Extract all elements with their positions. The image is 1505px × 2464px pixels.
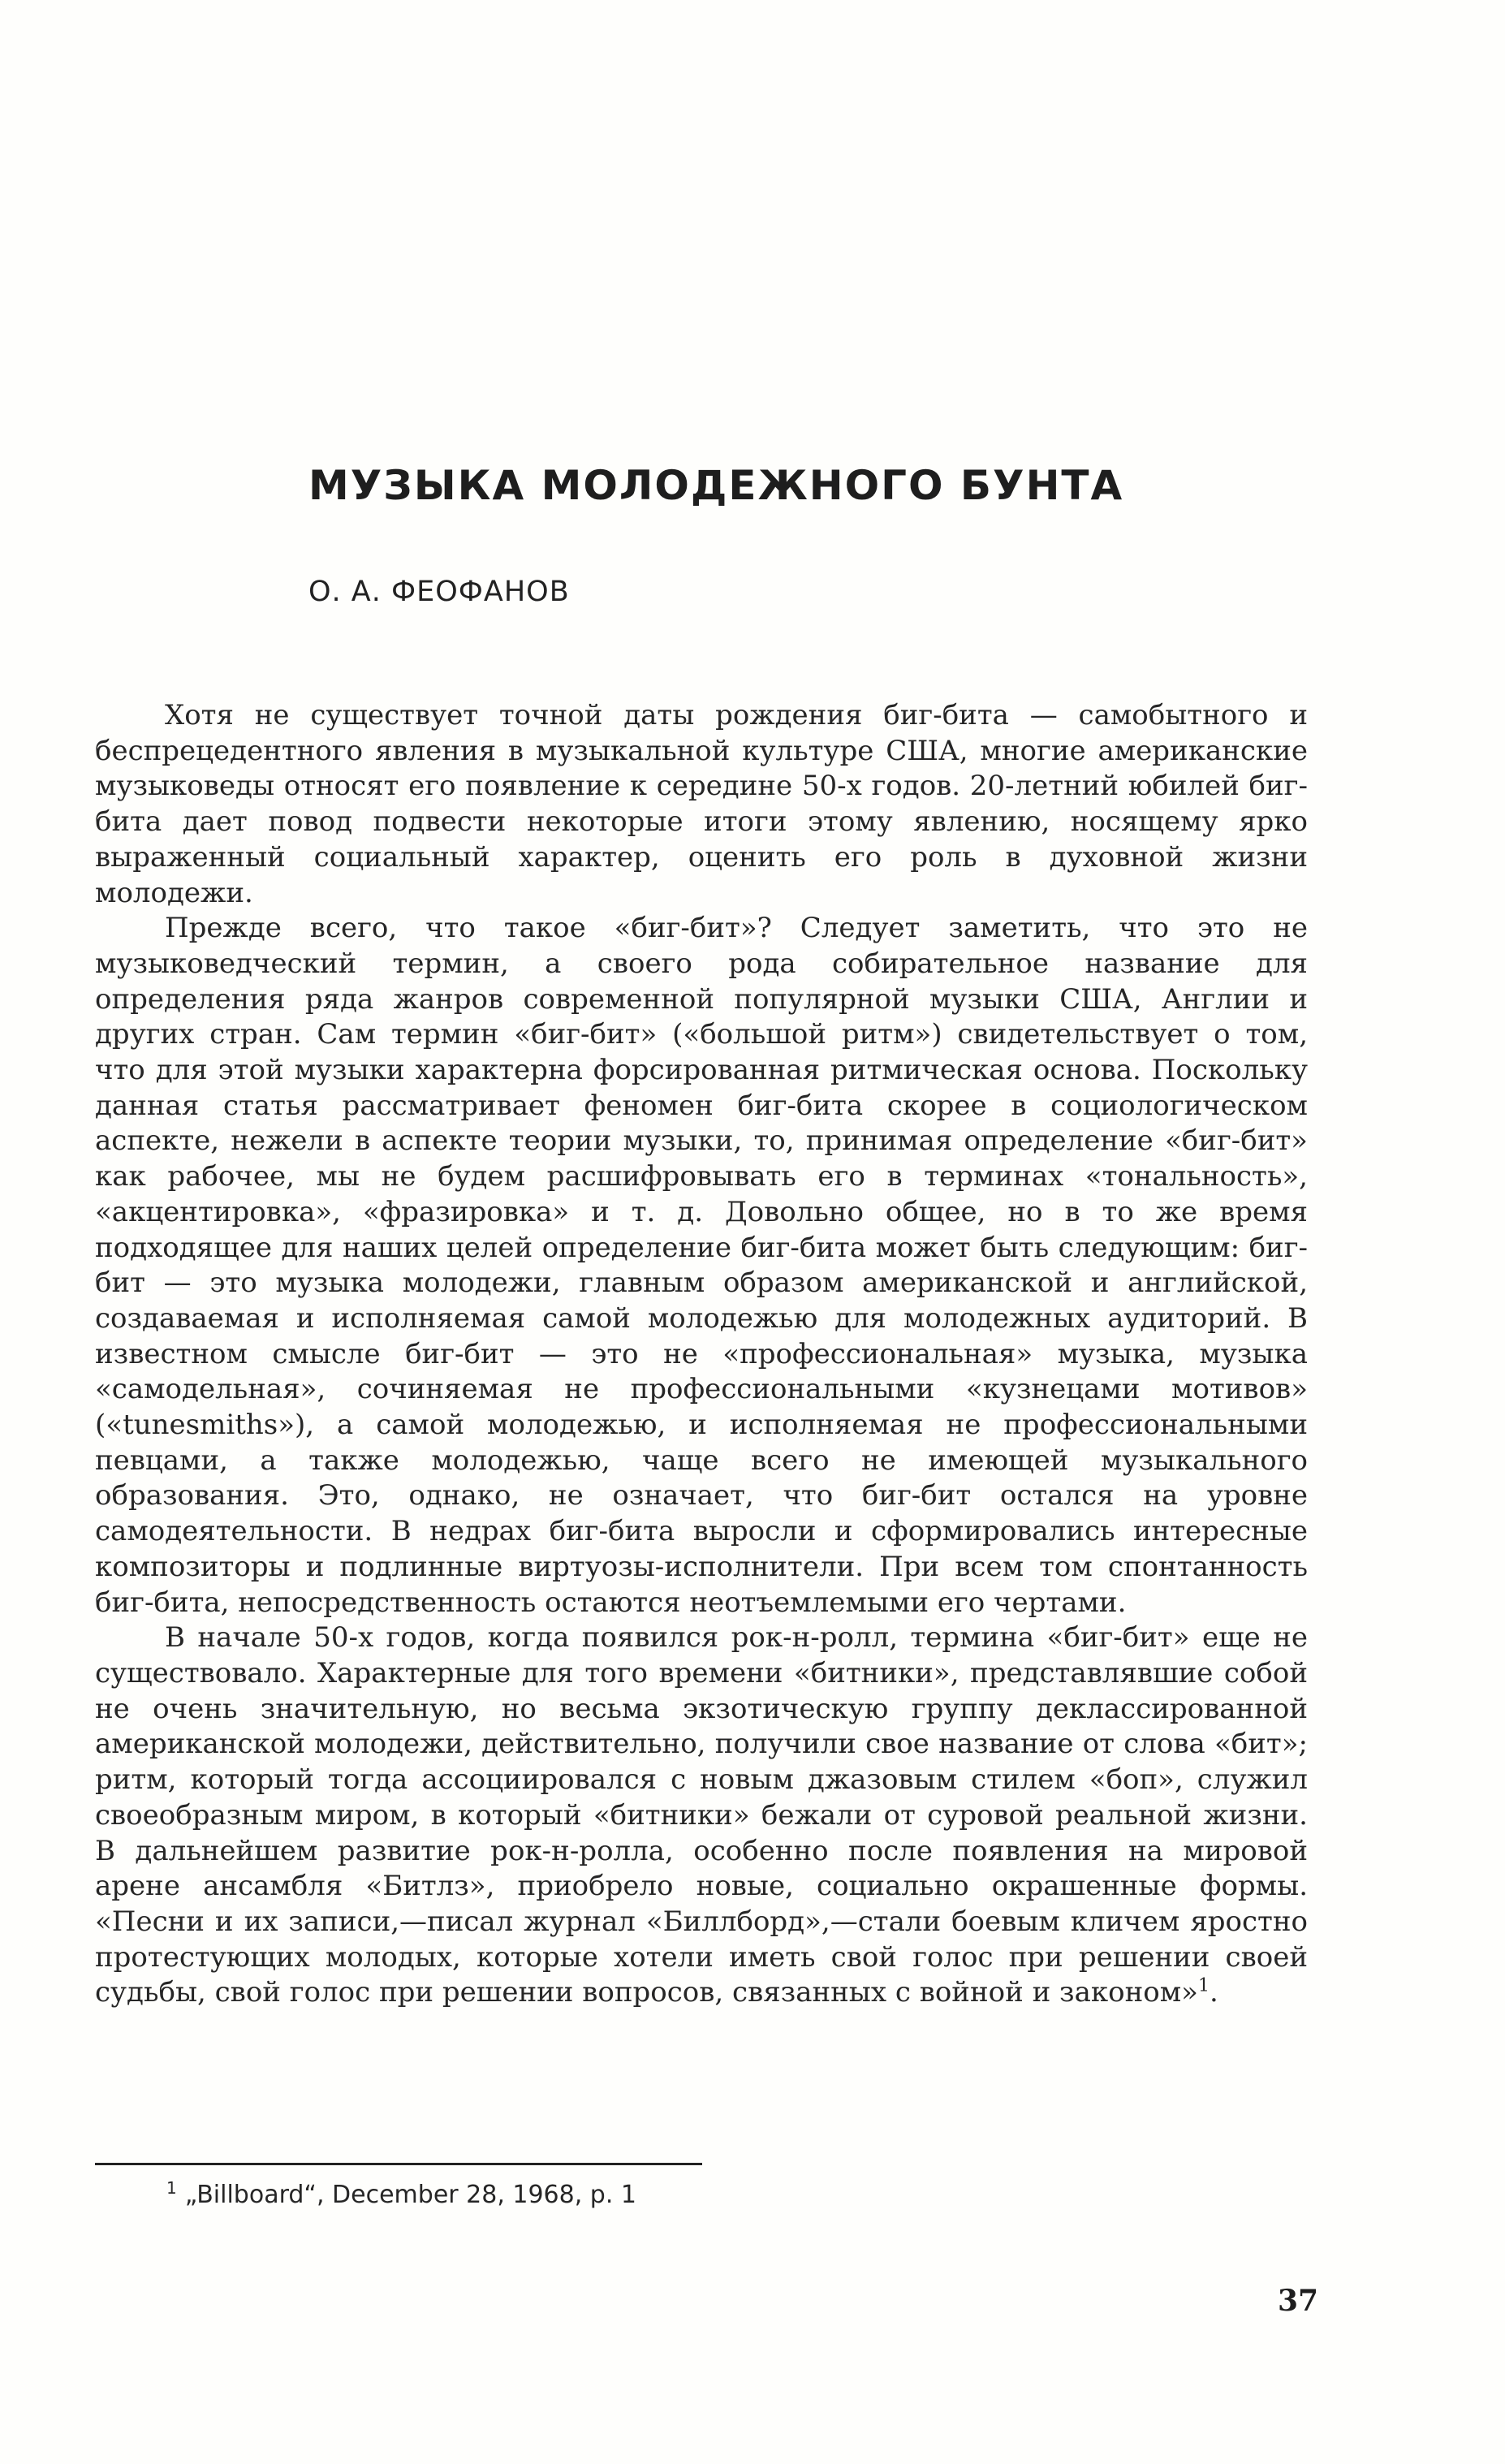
article-body [95,698,1308,2011]
paragraph-3-text: В начале 50-х годов, когда появился рок-н-ролл, термина «биг-бит» еще не существовало. Характерные для того времени «битники», представлявшие собой не очень значительную, но весьма экзотическую группу деклассированной американской молодежи, действительно, получили свое название от слова «бит»; ритм, который тогда ассоциировался с новым джазовым стилем «боп», служил своеобразным миром, в который «битники» бежали от суровой реальной жизни. В дальнейшем развитие рок-н-ролла, особенно после появления на мировой арене ансамбля «Битлз», приобрело новые, социально окрашенные формы. «Песни и их записи,—писал журнал «Биллборд»,—стали боевым кличем яростно протестующих молодых, которые хотели иметь свой голос при решении своей судьбы, свой голос при решении вопросов, связанных с войной и законом» [95,1621,1308,2009]
page-number: 37 [1278,2284,1319,2318]
footnote [166,2179,636,2212]
footnote-reference[interactable]: 1 [1197,1975,1210,1996]
footnote-text: „Billboard“, December 28, 1968, p. 1 [184,2181,637,2209]
article-title: МУЗЫКА МОЛОДЕЖНОГО БУНТА [308,462,1124,509]
footnote-divider [95,2163,702,2165]
footnote-mark: 1 [166,2178,177,2198]
paragraph-2: Прежде всего, что такое «биг-бит»? Следует заметить, что это не музыковедческий термин, а своего рода собирательное название для определения ряда жанров современной популярной музыки США, Англии и других стран. Сам термин «биг-бит» («большой ритм») свидетельствует о том, что для этой музыки характерна форсированная ритмическая основа. Поскольку данная статья рассматривает феномен биг-бита скорее в социологическом аспекте, нежели в аспекте теории музыки, то, принимая определение «биг-бит» как рабочее, мы не будем расшифровывать его в терминах «тональность», «акцентировка», «фразировка» и т. д. Довольно общее, но в то же время подходящее для наших целей определение биг-бита может быть следующим: биг-бит — это музыка молодежи, главным образом американской и английской, создаваемая и исполняемая самой молодежью для молодежных аудиторий. В известном смысле биг-бит — это не «профессиональная» музыка, музыка «самодельная», сочиняемая не профессиональными «кузнецами мотивов» («tunesmiths»), а самой молодежью, и исполняемая не профессиональными певцами, а также молодежью, чаще всего не имеющей музыкального образования. Это, однако, не означает, что биг-бит остался на уровне самодеятельности. В недрах биг-бита выросли и сформировались интересные композиторы и подлинные виртуозы-исполнители. При всем том спонтанность биг-бита, непосредственность остаются неотъемлемыми его чертами. [95,912,1308,1619]
article-author: О. А. ФЕОФАНОВ [308,576,570,608]
paragraph-1: Хотя не существует точной даты рождения биг-бита — самобытного и беспрецедентного явления в музыкальной культуре США, многие американские музыковеды относят его появление к середине 50-х годов. 20-летний юбилей биг-бита дает повод подвести некоторые итоги этому явлению, носящему ярко выраженный социальный характер, оценить его роль в духовной жизни молодежи. [95,699,1308,909]
paragraph-3: В начале 50-х годов, когда появился рок-н-ролл, термина «биг-бит» еще не существовало. Характерные для того времени «битники», представлявшие собой не очень значительную, но весьма экзотическую группу деклассированной американской молодежи, действительно, получили свое название от слова «бит»; ритм, который тогда ассоциировался с новым джазовым стилем «боп», служил своеобразным миром, в который «битники» бежали от суровой реальной жизни. В дальнейшем развитие рок-н-ролла, особенно после появления на мировой арене ансамбля «Битлз», приобрело новые, социально окрашенные формы. «Песни и их записи,—писал журнал «Биллборд»,—стали боевым кличем яростно протестующих молодых, которые хотели иметь свой голос при решении своей судьбы, свой голос при решении вопросов, связанных с войной и законом»$^1$. [95,1621,1308,2009]
